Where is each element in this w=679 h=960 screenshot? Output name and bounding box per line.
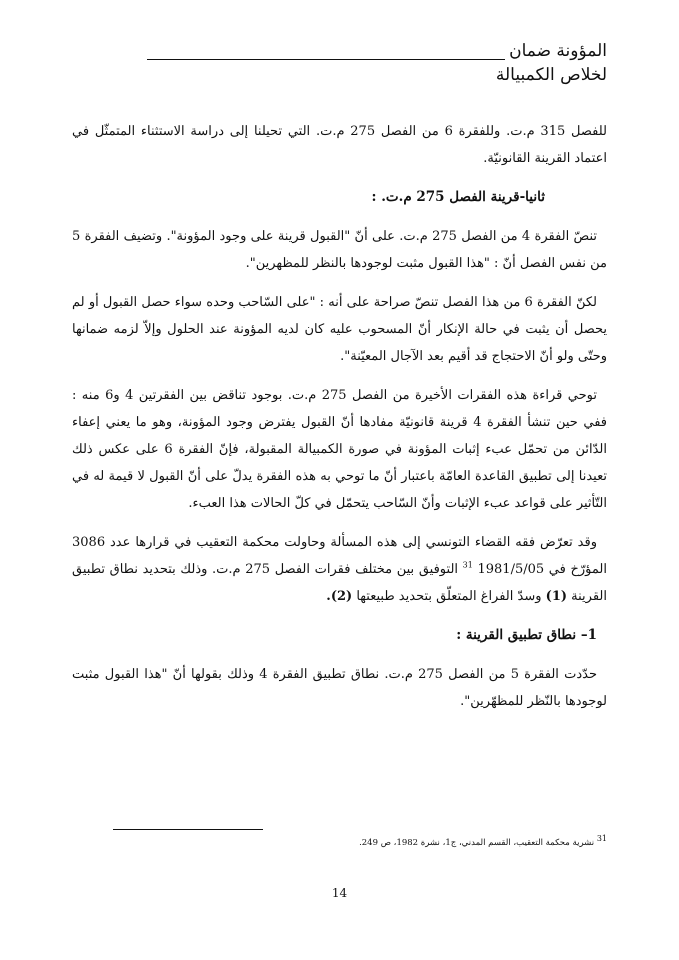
footnote-reference[interactable]: 31 bbox=[462, 560, 473, 570]
header-line bbox=[147, 40, 607, 62]
footnote bbox=[72, 836, 607, 850]
paragraph-5-part-d: وسدّ الفراغ المتعلّق بتحديد طبيعتها bbox=[356, 589, 542, 604]
paragraph-3: لكنّ الفقرة 6 من هذا الفصل تنصّ صراحة على أنه : "على السّاحب وحده سواء حصل القبول أو لم يحصل أن يثبت في حالة الإنكار أنّ المسحوب عليه كان لديه المؤونة عند الحلول وإلاّ لزمه ضمانها وحتّى ولو أنّ الاحتجاج قد أقيم بعد الآجال المعيّنة". bbox=[72, 295, 607, 364]
paragraph-5-part-a: وقد تعرّض فقه القضاء التونسي إلى هذه المسألة وحاولت محكمة التعقيب في قرارها عدد 3086 المؤرّخ في 1981/5/05 bbox=[72, 535, 607, 577]
section-heading: ثانيا-قرينة الفصل 275 م.ت. : bbox=[371, 189, 545, 205]
paragraph-6: حدّدت الفقرة 5 من الفصل 275 م.ت. نطاق تطبيق الفقرة 4 وذلك بقولها أنّ "هذا القبول مثبت لوجودها بالنّظر للمظهّرين". bbox=[72, 667, 607, 709]
subsection-heading: 1– نطاق تطبيق القرينة : bbox=[456, 627, 597, 643]
footnote-separator bbox=[113, 829, 263, 830]
paragraph-5 bbox=[72, 529, 607, 610]
paragraph-5-ref-1: (1) bbox=[545, 589, 568, 604]
header-title: المؤونة ضمان bbox=[509, 41, 607, 61]
header-subtitle: لخلاص الكمبيالة bbox=[495, 65, 607, 85]
page-number: 14 bbox=[331, 886, 348, 900]
footnote-number: 31 bbox=[596, 834, 607, 844]
running-header bbox=[147, 40, 607, 88]
body-text bbox=[72, 118, 607, 715]
paragraph-4: توحي قراءة هذه الفقرات الأخيرة من الفصل 275 م.ت. بوجود تناقض بين الفقرتين 4 و6 منه : ففي حين تنشأ الفقرة 4 قرينة قانونيّة مفادها أنّ القبول يفترض وجود المؤونة، وهو ما يعني إعفاء الدّائن من تحمّل عبء إثبات المؤونة في صورة الكمبيالة المقبولة، فإنّ الفقرة 6 على عكس ذلك تعيدنا إلى تطبيق القاعدة العامّة باعتبار أنّ ما توحي به هذه الفقرة يدلّ على أنّ القبول لا قيمة له في التّأثير على قواعد عبء الإثبات وأنّ السّاحب يتحمّل في كلّ الحالات هذا العبء. bbox=[72, 388, 607, 511]
footnote-text: نشرية محكمة التعقيب، القسم المدني، ج1، نشرة 1982، ص 249. bbox=[359, 838, 595, 848]
paragraph-5-part-b: التوفيق بين مختلف فقرات الفصل 275 م.ت. وذلك بتحديد نطاق تطبيق القرينة bbox=[72, 562, 607, 604]
paragraph-2: تنصّ الفقرة 4 من الفصل 275 م.ت. على أنّ "القبول قرينة على وجود المؤونة". وتضيف الفقرة 5 من نفس الفصل أنّ : "هذا القبول مثبت لوجودها بالنظر للمظهرين". bbox=[72, 229, 607, 271]
header-rule bbox=[147, 43, 505, 60]
paragraph-1: للفصل 315 م.ت. وللفقرة 6 من الفصل 275 م.ت. التي تحيلنا إلى دراسة الاستثناء المتمثّل في اعتماد القرينة القانونيّة. bbox=[72, 124, 607, 166]
paragraph-5-ref-2: (2). bbox=[326, 589, 353, 604]
